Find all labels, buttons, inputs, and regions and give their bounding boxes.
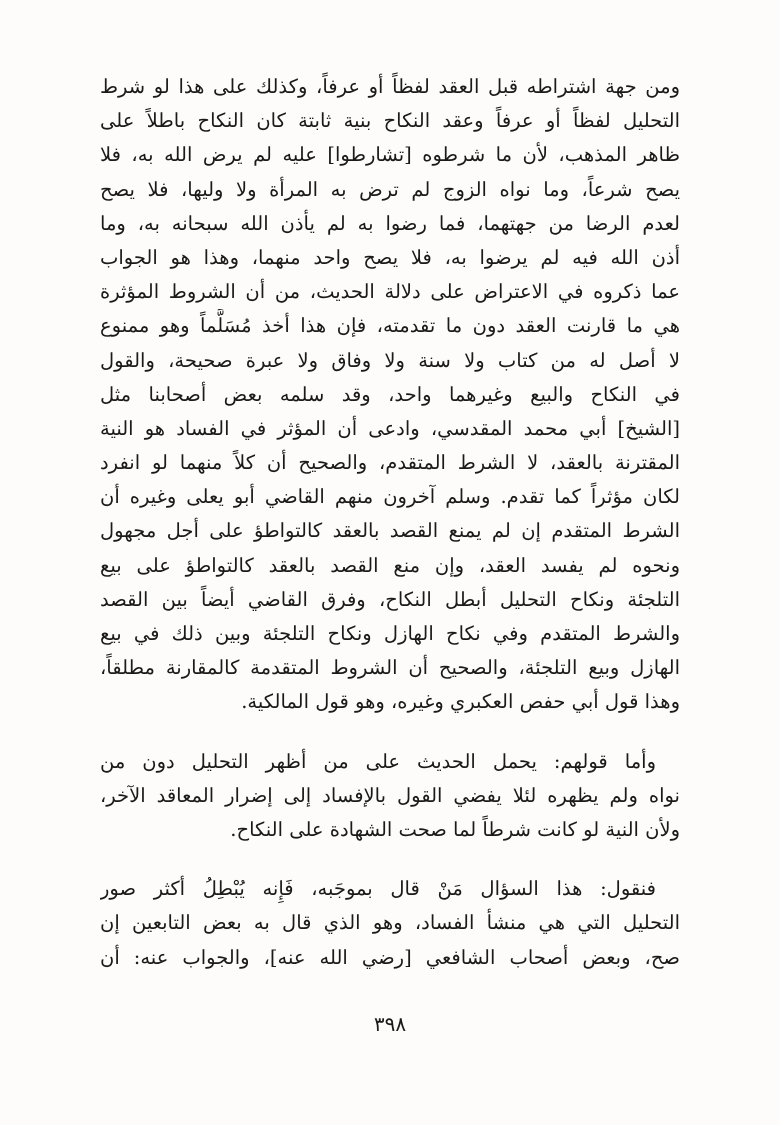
text-line: لكان مؤثراً كما تقدم. وسلم آخرون منهم القاضي أبو يعلى وغيره أن <box>100 485 680 509</box>
text-line: يصح شرعاً، وما نواه الزوج لم ترض به المرأة ولا وليها، فلا يصح <box>100 177 680 201</box>
text-line: في النكاح والبيع وغيرهما واحد، وقد سلمه بعض أصحابنا مثل <box>100 382 680 406</box>
text-line: ونحوه لم يفسد العقد، وإن منع القصد بالعقد كالتواطؤ على بيع <box>100 553 680 577</box>
text-line: أذن الله فيه لم يرضوا به، فلا يصح واحد منهما، وهذا هو الجواب <box>100 245 680 269</box>
text-line: ولأن النية لو كانت شرطاً لما صحت الشهادة على النكاح. <box>230 817 680 841</box>
text-line: وأما قولهم: يحمل الحديث على من أظهر التحليل دون من <box>100 749 656 773</box>
text-line: التلجئة ونكاح التحليل أبطل النكاح، وفرق القاضي أيضاً بين القصد <box>100 587 680 611</box>
text-line: ومن جهة اشتراطه قبل العقد لفظاً أو عرفاً، وكذلك على هذا لو شرط <box>100 75 680 98</box>
text-line: هي ما قارنت العقد دون ما تقدمته، فإن هذا أخذ مُسَلَّماً وهو ممنوع <box>100 314 680 338</box>
paragraph-1 <box>100 70 680 720</box>
paragraph-gap <box>100 720 680 745</box>
paragraph-gap <box>100 847 680 872</box>
text-line: وهذا قول أبي حفص العكبري وغيره، وهو قول المالكية. <box>241 690 680 714</box>
paragraph-2 <box>100 745 680 848</box>
text-line: [الشيخ] أبي محمد المقدسي، وادعى أن المؤثر في الفساد هو النية <box>100 416 680 440</box>
page-number: ٣٩٨ <box>373 1012 407 1036</box>
text-line: الشرط المتقدم إن لم يمنع القصد بالعقد كالتواطؤ على أجل مجهول <box>100 519 680 543</box>
text-line: والشرط المتقدم وفي نكاح الهازل ونكاح التلجئة وبين ذلك في بيع <box>100 622 680 645</box>
text-line: لا أصل له من كتاب ولا سنة ولا وفاق ولا عبرة صحيحة، والقول <box>100 348 680 372</box>
text-line: عما ذكروه في الاعتراض على دلالة الحديث، من أن الشروط المؤثرة <box>100 280 680 304</box>
text-line: صح، وبعض أصحاب الشافعي [رضي الله عنه]، والجواب عنه: أن <box>100 945 680 969</box>
text-line: لعدم الرضا من جهتهما، فما رضوا به لم يأذن الله سبحانه به، وما <box>100 211 680 235</box>
text-line: نواه ولم يظهره لئلا يفضي القول بالإفساد إلى إضرار المعاقد الآخر، <box>100 783 680 807</box>
paragraph-3 <box>100 872 680 975</box>
text-line: التحليل التي هي منشأ الفساد، وهو الذي قال به بعض التابعين إن <box>100 911 680 935</box>
text-line: المقترنة بالعقد، لا الشرط المتقدم، والصحيح أن كلاً منهما لو انفرد <box>100 451 680 475</box>
text-line: فنقول: هذا السؤال مَنْ قال بموجَبه، فَإِنه يُبْطِلُ أكثر صور <box>100 877 656 901</box>
page-body <box>100 70 680 975</box>
text-line: الهازل وبيع التلجئة، والصحيح أن الشروط المتقدمة كالمقارنة مطلقاً، <box>100 656 680 680</box>
text-line: التحليل لفظاً أو عرفاً وعقد النكاح بنية ثابتة كان النكاح باطلاً على <box>100 109 680 133</box>
text-line: ظاهر المذهب، لأن ما شرطوه [تشارطوا] عليه لم يرض الله به، فلا <box>100 143 680 167</box>
